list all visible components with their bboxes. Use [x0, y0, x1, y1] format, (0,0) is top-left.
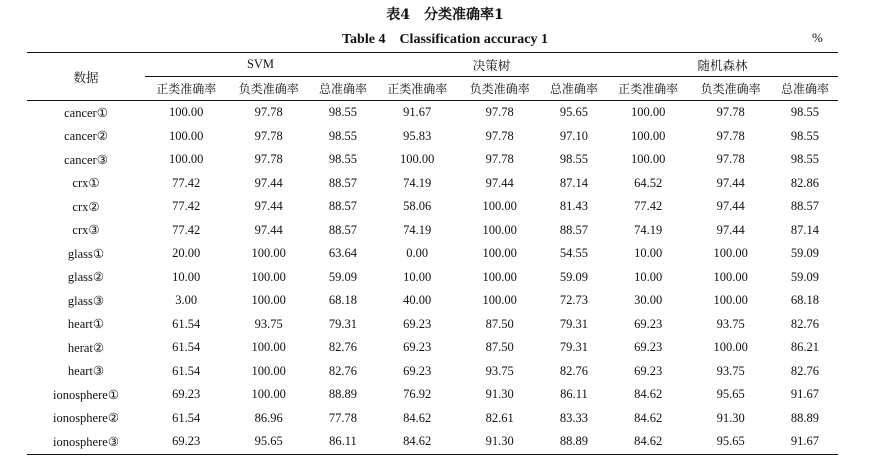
table-cell: 95.65 — [227, 430, 309, 454]
table-cell: 97.44 — [716, 175, 745, 190]
row-dataset-name: glass③ — [67, 293, 105, 308]
table-cell: 98.55 — [790, 105, 820, 120]
table-cell: 69.23 — [403, 363, 432, 378]
table-cell: 59.09 — [328, 269, 358, 284]
table-cell: 74.19 — [634, 222, 663, 237]
table-cell: 88.57 — [328, 175, 358, 190]
row-dataset-name: herat② — [67, 340, 105, 355]
table-title-chinese: 表4 分类准确率1 — [386, 7, 504, 23]
table-cell: 97.78 — [716, 105, 745, 120]
table-cell: 64.52 — [634, 175, 663, 190]
table-row — [27, 172, 838, 196]
row-dataset-name: cancer③ — [64, 152, 108, 167]
table-cell: 100.00 — [630, 105, 666, 120]
table-cell: 74.19 — [403, 222, 432, 237]
table-cell: 100.00 — [482, 293, 517, 308]
table-cell: 69.23 — [172, 387, 201, 402]
header-sub-total-dt: 总准确率 — [541, 77, 607, 101]
table-cell: 100.00 — [713, 269, 748, 284]
table-cell: 88.57 — [559, 222, 588, 237]
table-cell: 82.86 — [790, 175, 820, 190]
table-cell: 100.00 — [713, 340, 748, 355]
table-cell: 61.54 — [172, 410, 201, 425]
table-cell: 97.78 — [485, 152, 514, 167]
table-cell: 100.00 — [482, 246, 517, 261]
table-cell: 100.00 — [251, 246, 286, 261]
table-cell: 77.42 — [172, 199, 201, 214]
table-cell: 100.00 — [713, 293, 748, 308]
table-cell: 82.76 — [328, 340, 358, 355]
table-cell: 82.76 — [328, 363, 358, 378]
table-cell: 82.61 — [485, 410, 514, 425]
table-cell: 100.00 — [251, 363, 286, 378]
table-cell: 77.42 — [172, 175, 201, 190]
table-header — [27, 53, 838, 101]
table-cell: 40.00 — [403, 293, 432, 308]
table-cell: 79.31 — [559, 316, 588, 331]
table-cell: 91.67 — [403, 105, 432, 120]
table-cell: 59.09 — [559, 269, 588, 284]
table-cell: 79.31 — [559, 340, 588, 355]
table-cell: 97.78 — [716, 152, 745, 167]
table-cell: 87.50 — [485, 316, 514, 331]
table-cell: 69.23 — [403, 316, 432, 331]
table-cell: 93.75 — [485, 363, 514, 378]
table-title-english: Table 4 Classification accuracy 1 — [342, 32, 548, 47]
table-cell: 97.44 — [254, 175, 283, 190]
table-row — [27, 407, 838, 431]
table-cell: 69.23 — [145, 430, 227, 454]
row-dataset-name: glass② — [67, 270, 105, 285]
table-cell: 77.42 — [634, 199, 663, 214]
table-cell: 88.89 — [541, 430, 607, 454]
table-cell: 100.00 — [630, 152, 666, 167]
table-cell: 30.00 — [634, 293, 663, 308]
header-sub-negative-rf: 负类准确率 — [689, 77, 771, 101]
row-dataset-name: glass① — [67, 246, 105, 261]
header-sub-total-svm: 总准确率 — [310, 77, 376, 101]
table-cell: 91.30 — [716, 410, 745, 425]
table-cell: 86.11 — [310, 430, 376, 454]
table-cell: 83.33 — [559, 410, 588, 425]
table-cell: 91.30 — [485, 387, 514, 402]
row-dataset-name: crx③ — [72, 223, 100, 238]
table-cell: 88.89 — [328, 387, 358, 402]
table-row — [27, 383, 838, 407]
table-cell: 61.54 — [172, 316, 201, 331]
table-cell: 63.64 — [328, 246, 358, 261]
table-row — [27, 336, 838, 360]
header-sub-total-rf: 总准确率 — [772, 77, 838, 101]
table-row — [27, 195, 838, 219]
table-row — [27, 148, 838, 172]
accuracy-table — [27, 52, 838, 455]
table-cell: 97.44 — [716, 199, 745, 214]
table-cell: 77.42 — [172, 222, 201, 237]
table-cell: 97.44 — [254, 199, 283, 214]
table-cell: 82.76 — [559, 363, 588, 378]
table-row — [27, 313, 838, 337]
table-cell: 10.00 — [172, 269, 201, 284]
row-dataset-name: cancer② — [64, 129, 108, 144]
table-cell: 69.23 — [634, 316, 663, 331]
table-cell: 84.62 — [634, 410, 663, 425]
table-cell: 81.43 — [559, 199, 588, 214]
row-dataset-name: heart① — [67, 317, 105, 332]
table-cell: 100.00 — [251, 293, 286, 308]
row-dataset-name: ionosphere③ — [27, 430, 145, 454]
table-cell: 100.00 — [251, 269, 286, 284]
table-row — [27, 266, 838, 290]
table-cell: 59.09 — [790, 246, 820, 261]
table-cell: 95.65 — [689, 430, 771, 454]
table-cell: 68.18 — [328, 293, 358, 308]
header-group-random-forest: 随机森林 — [607, 53, 838, 77]
table-row — [27, 430, 838, 454]
table-cell: 10.00 — [634, 269, 663, 284]
table-cell: 100.00 — [482, 222, 517, 237]
table-cell: 82.76 — [790, 316, 820, 331]
table-cell: 100.00 — [251, 387, 286, 402]
table-row — [27, 360, 838, 384]
table-cell: 97.10 — [559, 128, 588, 143]
table-cell: 97.44 — [485, 175, 514, 190]
table-cell: 100.00 — [169, 128, 204, 143]
table-cell: 87.14 — [790, 222, 820, 237]
table-cell: 10.00 — [634, 246, 663, 261]
table-cell: 95.83 — [403, 128, 432, 143]
table-cell: 59.09 — [790, 269, 820, 284]
row-dataset-name: crx② — [72, 199, 100, 214]
table-cell: 98.55 — [328, 105, 358, 120]
table-cell: 98.55 — [790, 128, 820, 143]
table-cell: 91.67 — [772, 430, 838, 454]
table-cell: 20.00 — [172, 246, 201, 261]
table-cell: 61.54 — [172, 340, 201, 355]
table-cell: 58.06 — [403, 199, 432, 214]
table-cell: 87.50 — [485, 340, 514, 355]
header-row-subcolumns — [27, 77, 838, 101]
table-row — [27, 219, 838, 243]
table-cell: 84.62 — [607, 430, 689, 454]
header-row-groups — [27, 53, 838, 77]
table-cell: 91.67 — [790, 387, 820, 402]
table-cell: 97.78 — [485, 105, 514, 120]
table-cell: 88.89 — [790, 410, 820, 425]
table-cell: 69.23 — [403, 340, 432, 355]
table-cell: 84.62 — [634, 387, 663, 402]
table-cell: 88.57 — [328, 199, 358, 214]
table-cell: 98.55 — [328, 152, 358, 167]
table-cell: 98.55 — [790, 152, 820, 167]
table-cell: 88.57 — [790, 199, 820, 214]
table-body — [27, 101, 838, 455]
table-cell: 100.00 — [630, 128, 666, 143]
table-cell: 69.23 — [634, 340, 663, 355]
table-cell: 82.76 — [790, 363, 820, 378]
header-sub-negative-svm: 负类准确率 — [227, 77, 309, 101]
table-cell: 86.11 — [560, 387, 588, 402]
table-cell: 3.00 — [175, 293, 198, 308]
table-cell: 74.19 — [403, 175, 432, 190]
table-cell: 97.78 — [254, 128, 283, 143]
table-cell: 69.23 — [634, 363, 663, 378]
table-cell: 84.62 — [376, 430, 458, 454]
table-cell: 93.75 — [254, 316, 283, 331]
header-data-label: 数据 — [27, 53, 145, 101]
table-cell: 79.31 — [328, 316, 358, 331]
header-sub-positive-dt: 正类准确率 — [376, 77, 458, 101]
table-cell: 100.00 — [400, 152, 435, 167]
table-cell: 68.18 — [790, 293, 820, 308]
table-cell: 0.00 — [406, 246, 429, 261]
table-cell: 97.44 — [716, 222, 745, 237]
table-row — [27, 101, 838, 125]
table-cell: 10.00 — [403, 269, 432, 284]
table-row — [27, 289, 838, 313]
table-cell: 86.96 — [254, 410, 283, 425]
table-cell: 98.55 — [559, 152, 588, 167]
row-dataset-name: heart③ — [67, 364, 105, 379]
table-cell: 54.55 — [559, 246, 588, 261]
table-cell: 97.78 — [254, 152, 283, 167]
header-sub-positive-svm: 正类准确率 — [145, 77, 227, 101]
table-cell: 97.78 — [716, 128, 745, 143]
table-cell: 100.00 — [169, 152, 204, 167]
row-dataset-name: crx① — [72, 176, 100, 191]
table-cell: 100.00 — [482, 269, 517, 284]
table-cell: 72.73 — [559, 293, 588, 308]
table-cell: 95.65 — [559, 105, 588, 120]
header-group-svm: SVM — [145, 53, 376, 77]
header-sub-negative-dt: 负类准确率 — [458, 77, 540, 101]
table-cell: 97.78 — [485, 128, 514, 143]
table-cell: 93.75 — [716, 363, 745, 378]
table-cell: 93.75 — [716, 316, 745, 331]
table-cell: 77.78 — [328, 410, 358, 425]
table-cell: 100.00 — [482, 199, 517, 214]
table-cell: 97.78 — [254, 105, 283, 120]
row-dataset-name: cancer① — [64, 105, 108, 120]
table-cell: 86.21 — [790, 340, 820, 355]
row-dataset-name: ionosphere② — [52, 411, 120, 426]
table-cell: 87.14 — [559, 175, 588, 190]
header-sub-positive-rf: 正类准确率 — [607, 77, 689, 101]
table-row — [27, 242, 838, 266]
table-row — [27, 125, 838, 149]
table-cell: 84.62 — [403, 410, 432, 425]
table-cell: 100.00 — [169, 105, 204, 120]
table-cell: 98.55 — [328, 128, 358, 143]
table-cell: 61.54 — [172, 363, 201, 378]
unit-label: % — [812, 30, 823, 45]
table-cell: 97.44 — [254, 222, 283, 237]
table-cell: 100.00 — [713, 246, 748, 261]
table-cell: 95.65 — [716, 387, 745, 402]
table-cell: 76.92 — [403, 387, 432, 402]
table-cell: 88.57 — [328, 222, 358, 237]
table-cell: 91.30 — [458, 430, 540, 454]
table-cell: 100.00 — [251, 340, 286, 355]
header-group-decision-tree: 决策树 — [376, 53, 607, 77]
row-dataset-name: ionosphere① — [52, 387, 120, 402]
